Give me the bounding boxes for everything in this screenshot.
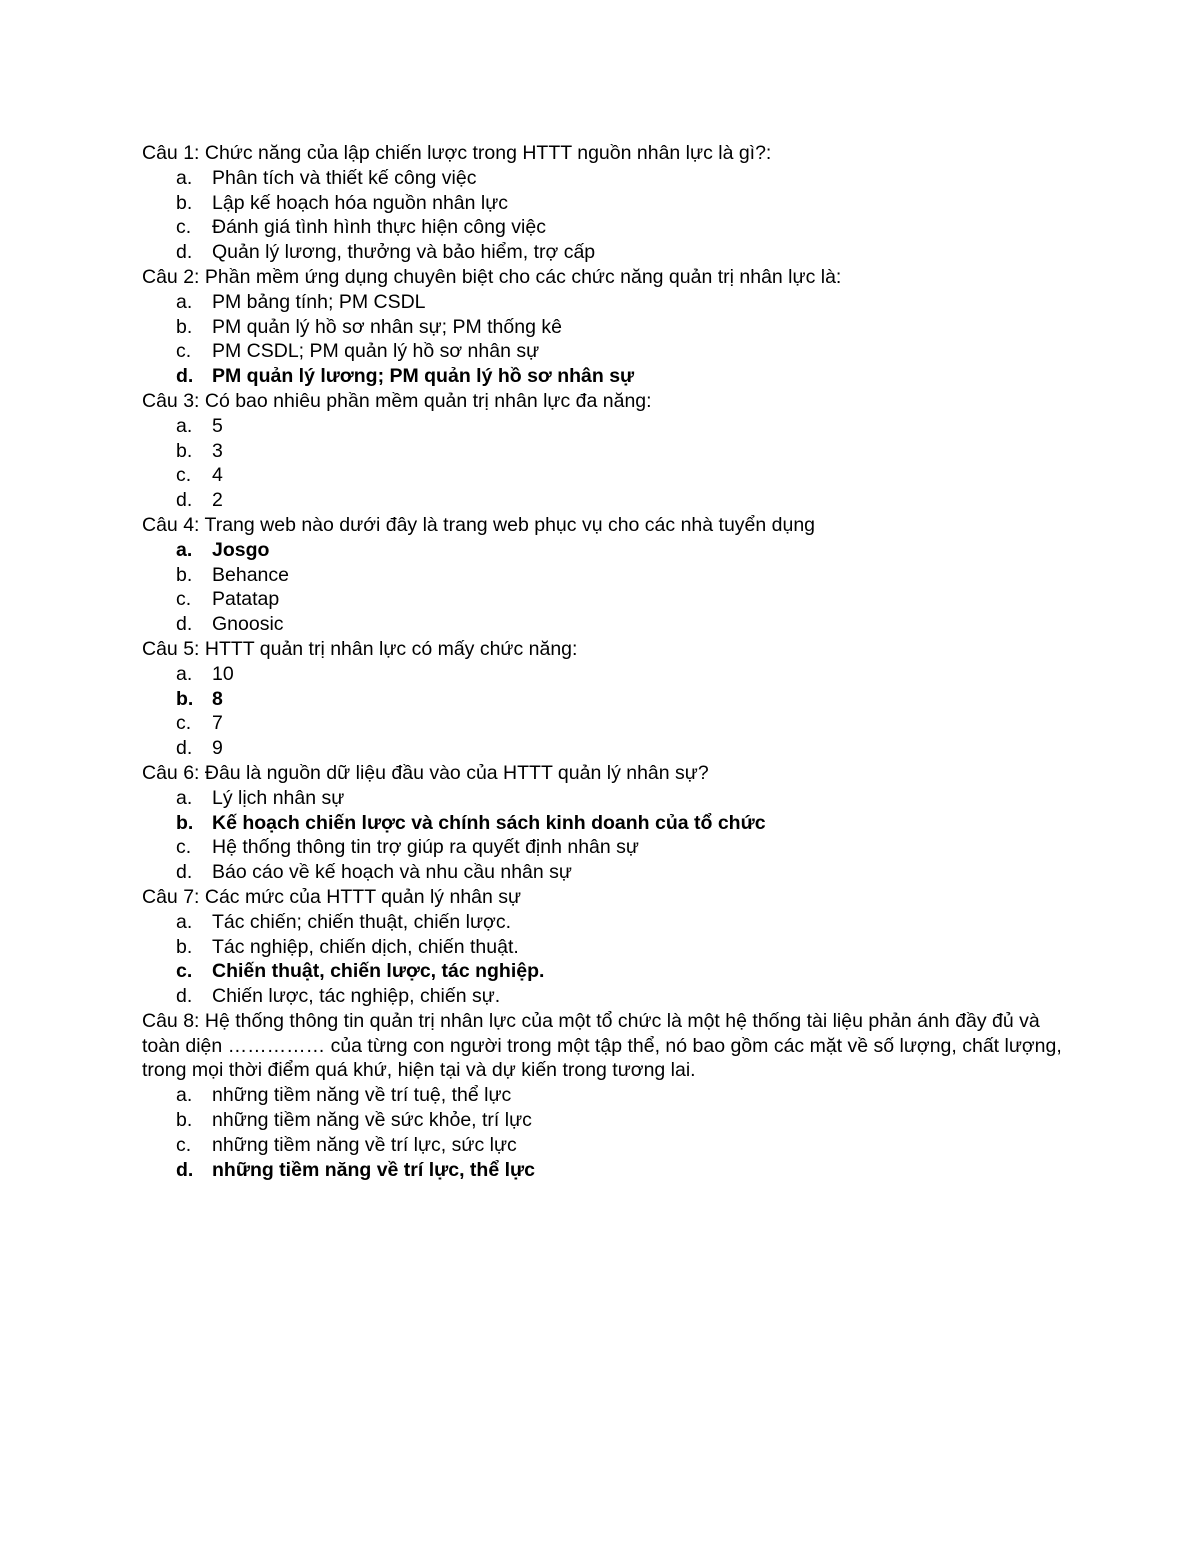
option-8-a: [142, 1083, 1062, 1108]
option-1-a: [142, 166, 1062, 191]
option-text: Chiến lược, tác nghiệp, chiến sự.: [212, 985, 501, 1008]
option-8-c: [142, 1133, 1062, 1158]
option-letter: d.: [176, 1158, 194, 1181]
option-list: [142, 290, 1062, 389]
option-letter: c.: [176, 464, 192, 487]
option-1-b: [142, 191, 1062, 216]
option-text: 10: [212, 662, 234, 685]
option-7-b: [142, 935, 1062, 960]
option-letter: d.: [176, 365, 194, 388]
question-text: Câu 4: Trang web nào dưới đây là trang web phục vụ cho các nhà tuyển dụng: [142, 513, 816, 536]
option-letter: a.: [176, 290, 193, 313]
option-letter: c.: [176, 712, 192, 735]
option-letter: c.: [176, 340, 192, 363]
option-5-c: [142, 711, 1062, 736]
question-text: Câu 7: Các mức của HTTT quản lý nhân sự: [142, 885, 522, 908]
option-text: Kế hoạch chiến lược và chính sách kinh doanh của tổ chức: [212, 811, 766, 834]
option-3-b: [142, 439, 1062, 464]
option-text: PM quản lý lương; PM quản lý hồ sơ nhân sự: [212, 365, 635, 388]
question-text: Câu 6: Đâu là nguồn dữ liệu đầu vào của HTTT quản lý nhân sự?: [142, 761, 709, 784]
option-text: PM bảng tính; PM CSDL: [212, 290, 426, 313]
option-text: 3: [212, 439, 223, 462]
option-text: Tác nghiệp, chiến dịch, chiến thuật.: [212, 935, 519, 958]
option-4-b: [142, 563, 1062, 588]
option-letter: b.: [176, 191, 193, 214]
option-5-d: [142, 736, 1062, 761]
option-text: những tiềm năng về trí lực, sức lực: [212, 1133, 517, 1156]
option-3-c: [142, 463, 1062, 488]
option-1-c: [142, 215, 1062, 240]
question-text: Câu 3: Có bao nhiêu phần mềm quản trị nhân lực đa năng:: [142, 389, 652, 412]
option-1-d: [142, 240, 1062, 265]
option-letter: b.: [176, 935, 193, 958]
option-text: PM quản lý hồ sơ nhân sự; PM thống kê: [212, 315, 562, 338]
option-7-d: [142, 984, 1062, 1009]
question-text: Câu 2: Phần mềm ứng dụng chuyên biệt cho các chức năng quản trị nhân lực là:: [142, 265, 842, 288]
question-text: Câu 5: HTTT quản trị nhân lực có mấy chức năng:: [142, 637, 578, 660]
option-letter: d.: [176, 613, 193, 636]
option-text: 7: [212, 712, 223, 735]
option-text: Báo cáo về kế hoạch và nhu cầu nhân sự: [212, 861, 572, 884]
option-list: [142, 538, 1062, 637]
option-4-a: [142, 538, 1062, 563]
question-2: [142, 265, 1062, 389]
option-text: 4: [212, 464, 223, 487]
option-text: Behance: [212, 563, 289, 586]
option-5-a: [142, 662, 1062, 687]
option-letter: d.: [176, 861, 193, 884]
option-letter: c.: [176, 960, 193, 983]
option-list: [142, 910, 1062, 1009]
option-letter: d.: [176, 489, 193, 512]
option-letter: a.: [176, 662, 193, 685]
option-list: [142, 166, 1062, 265]
option-text: Josgo: [212, 538, 270, 561]
option-text: những tiềm năng về trí tuệ, thể lực: [212, 1084, 512, 1107]
option-text: 2: [212, 489, 223, 512]
question-3: [142, 389, 1062, 513]
option-letter: d.: [176, 737, 193, 760]
option-text: PM CSDL; PM quản lý hồ sơ nhân sự: [212, 340, 540, 363]
option-text: Patatap: [212, 588, 280, 611]
question-text: Câu 8: Hệ thống thông tin quản trị nhân lực của một tổ chức là một hệ thống tài liệu phản ánh đầy đủ và toàn diện …………… của từng con người trong một tập thể, nó bao gồm các mặt về số lượng, chất lượng, trong mọi thời điểm quá khứ, hiện tại và dự kiến trong tương lai.: [142, 1009, 1062, 1082]
option-text: Lập kế hoạch hóa nguồn nhân lực: [212, 191, 509, 214]
option-letter: b.: [176, 439, 193, 462]
option-letter: d.: [176, 985, 193, 1008]
option-4-d: [142, 612, 1062, 637]
option-4-c: [142, 587, 1062, 612]
option-letter: c.: [176, 216, 192, 239]
option-letter: d.: [176, 241, 193, 264]
option-2-d: [142, 364, 1062, 389]
option-letter: b.: [176, 563, 193, 586]
option-letter: a.: [176, 910, 193, 933]
option-letter: b.: [176, 1109, 193, 1132]
option-text: những tiềm năng về trí lực, thể lực: [212, 1158, 535, 1181]
option-3-d: [142, 488, 1062, 513]
option-6-b: [142, 811, 1062, 836]
option-letter: a.: [176, 1084, 193, 1107]
option-2-b: [142, 315, 1062, 340]
option-8-b: [142, 1108, 1062, 1133]
option-list: [142, 414, 1062, 513]
option-letter: a.: [176, 166, 193, 189]
option-letter: c.: [176, 588, 192, 611]
option-2-c: [142, 339, 1062, 364]
option-text: 8: [212, 687, 223, 710]
option-letter: a.: [176, 414, 193, 437]
option-text: Đánh giá tình hình thực hiện công việc: [212, 216, 546, 239]
option-8-d: [142, 1158, 1062, 1183]
option-text: 5: [212, 414, 223, 437]
question-8: [142, 1009, 1062, 1183]
option-text: Lý lịch nhân sự: [212, 786, 345, 809]
option-7-c: [142, 959, 1062, 984]
option-3-a: [142, 414, 1062, 439]
question-7: [142, 885, 1062, 1009]
option-text: 9: [212, 737, 223, 760]
quiz-document: [142, 141, 1062, 1182]
option-list: [142, 662, 1062, 761]
option-letter: b.: [176, 811, 194, 834]
option-6-a: [142, 786, 1062, 811]
option-text: Hệ thống thông tin trợ giúp ra quyết định nhân sự: [212, 836, 639, 859]
option-letter: c.: [176, 1133, 192, 1156]
option-text: những tiềm năng về sức khỏe, trí lực: [212, 1109, 532, 1132]
question-6: [142, 761, 1062, 885]
option-text: Phân tích và thiết kế công việc: [212, 166, 477, 189]
option-6-c: [142, 835, 1062, 860]
option-2-a: [142, 290, 1062, 315]
question-text: Câu 1: Chức năng của lập chiến lược trong HTTT nguồn nhân lực là gì?:: [142, 142, 772, 164]
option-list: [142, 786, 1062, 885]
option-letter: a.: [176, 538, 193, 561]
question-4: [142, 513, 1062, 637]
question-5: [142, 637, 1062, 761]
option-letter: c.: [176, 836, 192, 859]
option-text: Gnoosic: [212, 613, 284, 636]
option-text: Chiến thuật, chiến lược, tác nghiệp.: [212, 960, 545, 983]
option-6-d: [142, 860, 1062, 885]
option-5-b: [142, 687, 1062, 712]
option-text: Tác chiến; chiến thuật, chiến lược.: [212, 910, 511, 933]
option-letter: a.: [176, 786, 193, 809]
question-1: [142, 141, 1062, 265]
option-list: [142, 1083, 1062, 1182]
option-text: Quản lý lương, thưởng và bảo hiểm, trợ cấp: [212, 241, 596, 264]
option-letter: b.: [176, 315, 193, 338]
option-7-a: [142, 910, 1062, 935]
option-letter: b.: [176, 687, 194, 710]
